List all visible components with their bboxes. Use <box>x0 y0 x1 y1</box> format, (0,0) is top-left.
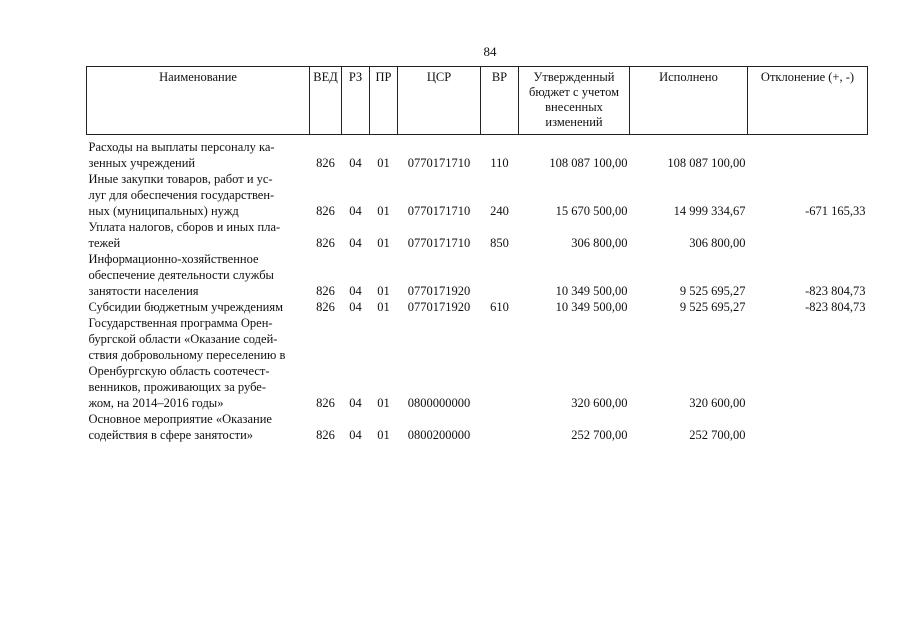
cell-pr: 01 <box>377 204 390 218</box>
cell-ved: 826 <box>316 204 335 218</box>
cell-approved: 15 670 500,00 <box>555 204 628 218</box>
table-row <box>87 135 868 172</box>
cell-name: Информационно-хозяйственное обеспечение деятельности службы занятости населения <box>88 252 274 298</box>
table-row <box>87 315 868 411</box>
cell-vr: 240 <box>490 204 509 218</box>
cell-pr: 01 <box>377 300 390 314</box>
table-row <box>87 411 868 443</box>
cell-approved: 10 349 500,00 <box>555 300 628 314</box>
cell-csr: 0770171710 <box>407 156 471 170</box>
cell-ved: 826 <box>316 236 335 250</box>
cell-csr: 0770171710 <box>407 204 471 218</box>
header-rz: РЗ <box>342 67 370 135</box>
cell-deviation: -823 804,73 <box>805 284 866 298</box>
cell-pr: 01 <box>377 428 390 442</box>
cell-vr: 610 <box>490 300 509 314</box>
cell-rz: 04 <box>349 428 362 442</box>
cell-name: Субсидии бюджетным учреждениям <box>88 300 284 314</box>
cell-deviation <box>748 315 868 411</box>
cell-pr: 01 <box>377 284 390 298</box>
cell-name: Уплата налогов, сборов и иных пла- тежей <box>88 220 281 250</box>
cell-deviation <box>748 135 868 172</box>
cell-ved: 826 <box>316 156 335 170</box>
cell-executed: 306 800,00 <box>689 236 746 250</box>
cell-vr <box>481 251 519 299</box>
cell-csr: 0770171920 <box>407 284 471 298</box>
cell-name: Расходы на выплаты персоналу ка- зенных учреждений <box>88 140 275 170</box>
header-approved: Утвержденный бюджет с учетом внесенных изменений <box>519 67 630 135</box>
cell-rz: 04 <box>349 204 362 218</box>
cell-deviation: -823 804,73 <box>805 300 866 314</box>
cell-rz: 04 <box>349 156 362 170</box>
cell-vr <box>481 315 519 411</box>
cell-name: Основное мероприятие «Оказание содействия в сфере занятости» <box>88 412 272 442</box>
cell-pr: 01 <box>377 236 390 250</box>
header-pr: ПР <box>370 67 398 135</box>
cell-csr: 0770171710 <box>407 236 471 250</box>
header-executed: Исполнено <box>630 67 748 135</box>
table-row <box>87 251 868 299</box>
cell-executed: 9 525 695,27 <box>679 300 746 314</box>
cell-approved: 306 800,00 <box>571 236 628 250</box>
cell-rz: 04 <box>349 284 362 298</box>
table-header-row <box>87 67 868 135</box>
cell-ved: 826 <box>316 396 335 410</box>
cell-deviation <box>748 219 868 251</box>
cell-rz: 04 <box>349 300 362 314</box>
cell-pr: 01 <box>377 396 390 410</box>
cell-approved: 108 087 100,00 <box>549 156 628 170</box>
header-csr: ЦСР <box>398 67 481 135</box>
header-deviation: Отклонение (+, -) <box>748 67 868 135</box>
header-ved: ВЕД <box>310 67 342 135</box>
cell-approved: 10 349 500,00 <box>555 284 628 298</box>
cell-csr: 0800000000 <box>407 396 471 410</box>
table-row <box>87 171 868 219</box>
cell-vr <box>481 411 519 443</box>
cell-ved: 826 <box>316 428 335 442</box>
cell-approved: 252 700,00 <box>571 428 628 442</box>
header-vr: ВР <box>481 67 519 135</box>
cell-executed: 108 087 100,00 <box>667 156 746 170</box>
cell-executed: 9 525 695,27 <box>679 284 746 298</box>
cell-vr: 110 <box>490 156 509 170</box>
table-row <box>87 299 868 315</box>
cell-csr: 0770171920 <box>407 300 471 314</box>
budget-table <box>86 66 868 443</box>
page-number: 84 <box>483 44 497 59</box>
cell-ved: 826 <box>316 300 335 314</box>
cell-ved: 826 <box>316 284 335 298</box>
cell-vr: 850 <box>490 236 509 250</box>
cell-pr: 01 <box>377 156 390 170</box>
cell-rz: 04 <box>349 396 362 410</box>
cell-executed: 14 999 334,67 <box>673 204 746 218</box>
header-name: Наименование <box>87 67 310 135</box>
cell-name: Государственная программа Орен- бургской области «Оказание содей- ствия добровольному переселению в Оренбургскую область соотечест- венников, проживающих за рубе- жом, на 2014–2016 годы» <box>88 316 286 410</box>
cell-deviation: -671 165,33 <box>805 204 866 218</box>
cell-csr: 0800200000 <box>407 428 471 442</box>
cell-rz: 04 <box>349 236 362 250</box>
cell-name: Иные закупки товаров, работ и ус- луг для обеспечения государствен- ных (муниципальных) нужд <box>88 172 275 218</box>
cell-executed: 320 600,00 <box>689 396 746 410</box>
cell-deviation <box>748 411 868 443</box>
cell-approved: 320 600,00 <box>571 396 628 410</box>
cell-executed: 252 700,00 <box>689 428 746 442</box>
table-body <box>87 135 868 444</box>
table-row <box>87 219 868 251</box>
